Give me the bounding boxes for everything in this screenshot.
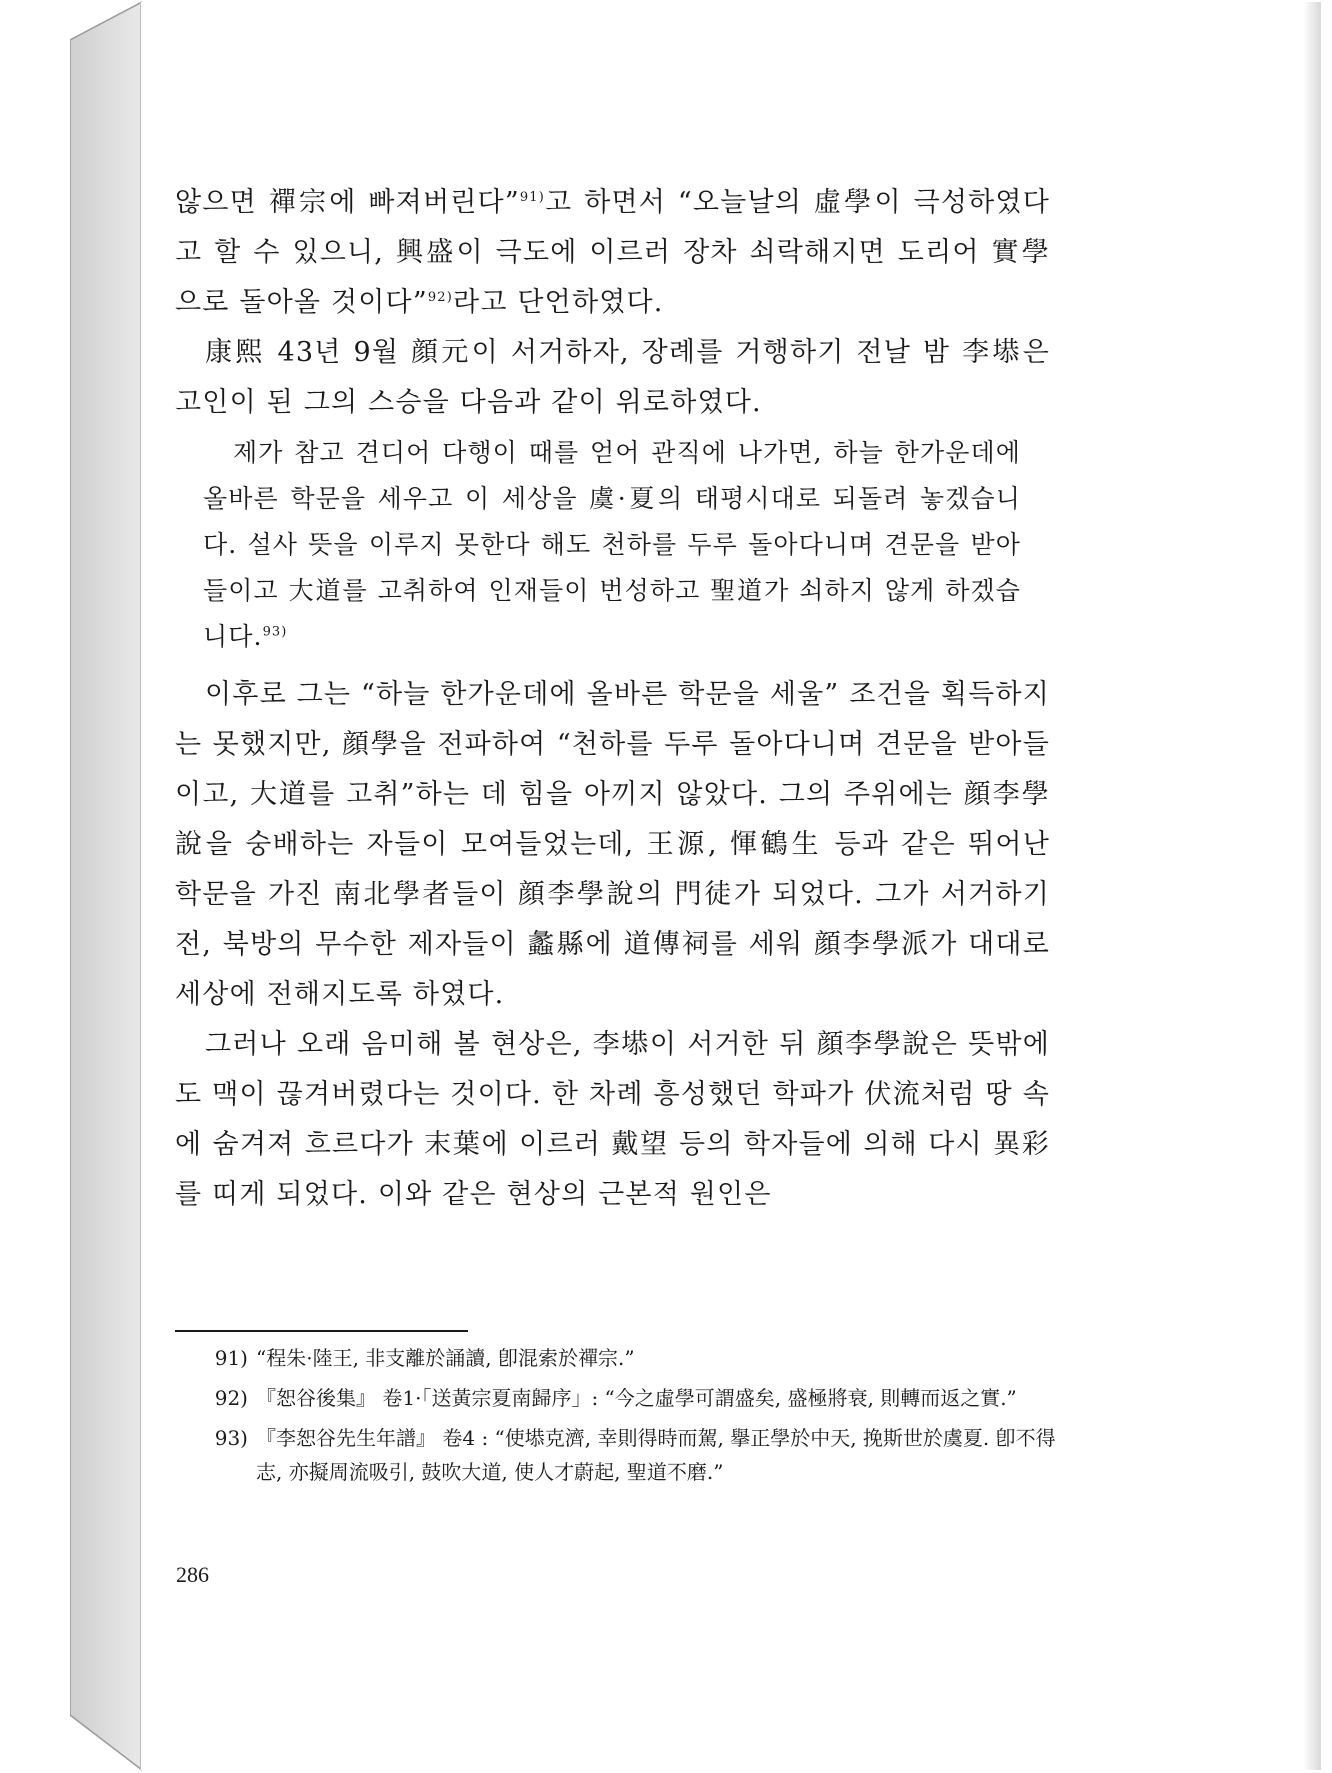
paragraph-1-text-a: 않으면 禪宗에 빠져버린다”: [175, 187, 520, 218]
footnote-number: 91): [214, 1346, 248, 1370]
footnote-divider: [175, 1330, 468, 1332]
paragraph-3-text: 이후로 그는 “하늘 한가운데에 올바른 학문을 세울” 조건을 획득하지는 못했지만, 顔學을 전파하여 “천하를 두루 돌아다니며 견문을 받아들이고, 大道를 고취”하는 데 힘을 아끼지 않았다. 그의 주위에는 顔李學說을 숭배하는 자들이 모여들었는데, 王源, 惲鶴生 등과 같은 뛰어난 학문을 가진 南北學者들이 顔李學說의 門徒가 되었다. 그가 서거하기 전, 북방의 무수한 제자들이 蠡縣에 道傳祠를 세워 顔李學派가 대대로 세상에 전해지도록 하였다.: [175, 679, 1050, 1010]
footnote-ref-91: 91): [519, 190, 546, 205]
footnote-number: 93): [214, 1426, 248, 1450]
paragraph-2-text: 康熙 43년 9월 顔元이 서거하자, 장례를 거행하기 전날 밤 李塨은 고인이 된 그의 스승을 다음과 같이 위로하였다.: [175, 337, 1050, 418]
footnote-92: [200, 1381, 1060, 1415]
footnote-ref-93: 93): [262, 624, 288, 640]
page-edge-shadow: [1303, 2, 1321, 1770]
footnote-text: “程朱·陸王, 非支離於誦讀, 卽混索於禪宗.”: [256, 1346, 635, 1370]
book-spine-shape: [70, 0, 142, 1773]
paragraph-1-text-b: 고 하면서 “오늘날의 虛學이 극성하였다고 할 수 있으니, 興盛이 극도에 이르러 장차 쇠락해지면 도리어 實學으로 돌아올 것이다”: [175, 187, 1050, 318]
paragraph-2: [175, 328, 1050, 428]
block-quote: [203, 430, 1021, 660]
paragraph-1: [175, 178, 1050, 328]
footnote-number: 92): [214, 1386, 248, 1410]
footnote-91: [200, 1341, 1060, 1375]
footnote-93: [200, 1421, 1060, 1489]
paragraph-4-text: 그러나 오래 음미해 볼 현상은, 李塨이 서거한 뒤 顔李學說은 뜻밖에도 맥이 끊겨버렸다는 것이다. 한 차례 흥성했던 학파가 伏流처럼 땅 속에 숨겨져 흐르다가 末葉에 이르러 戴望 등의 학자들에 의해 다시 異彩를 띠게 되었다. 이와 같은 현상의 근본적 원인은: [175, 1029, 1050, 1210]
page-number: 286: [176, 1562, 209, 1587]
footnote-text: 『恕谷後集』 卷1·「送黃宗夏南歸序」: “今之虛學可謂盛矣, 盛極將衰, 則轉而返之實.”: [256, 1386, 1017, 1410]
block-quote-text: 제가 참고 견디어 다행이 때를 얻어 관직에 나가면, 하늘 한가운데에 올바른 학문을 세우고 이 세상을 虞·夏의 태평시대로 되돌려 놓겠습니다. 설사 뜻을 이루지 못한다 해도 천하를 두루 돌아다니며 견문을 받아들이고 大道를 고취하여 인재들이 번성하고 聖道가 쇠하지 않게 하겠습니다.: [203, 438, 1021, 651]
paragraph-3: [175, 670, 1050, 1020]
footnotes: [200, 1341, 1060, 1495]
book-spine: [70, 0, 142, 1773]
paragraph-4: [175, 1020, 1050, 1220]
footnote-ref-92: 92): [427, 290, 454, 305]
paragraph-1-text-c: 라고 단언하였다.: [453, 287, 664, 318]
footnote-text: 『李恕谷先生年譜』 卷4 : “使塨克濟, 幸則得時而駕, 擧正學於中天, 挽斯世於虞夏. 卽不得志, 亦擬周流吸引, 鼓吹大道, 使人才蔚起, 聖道不磨.”: [256, 1426, 1056, 1484]
